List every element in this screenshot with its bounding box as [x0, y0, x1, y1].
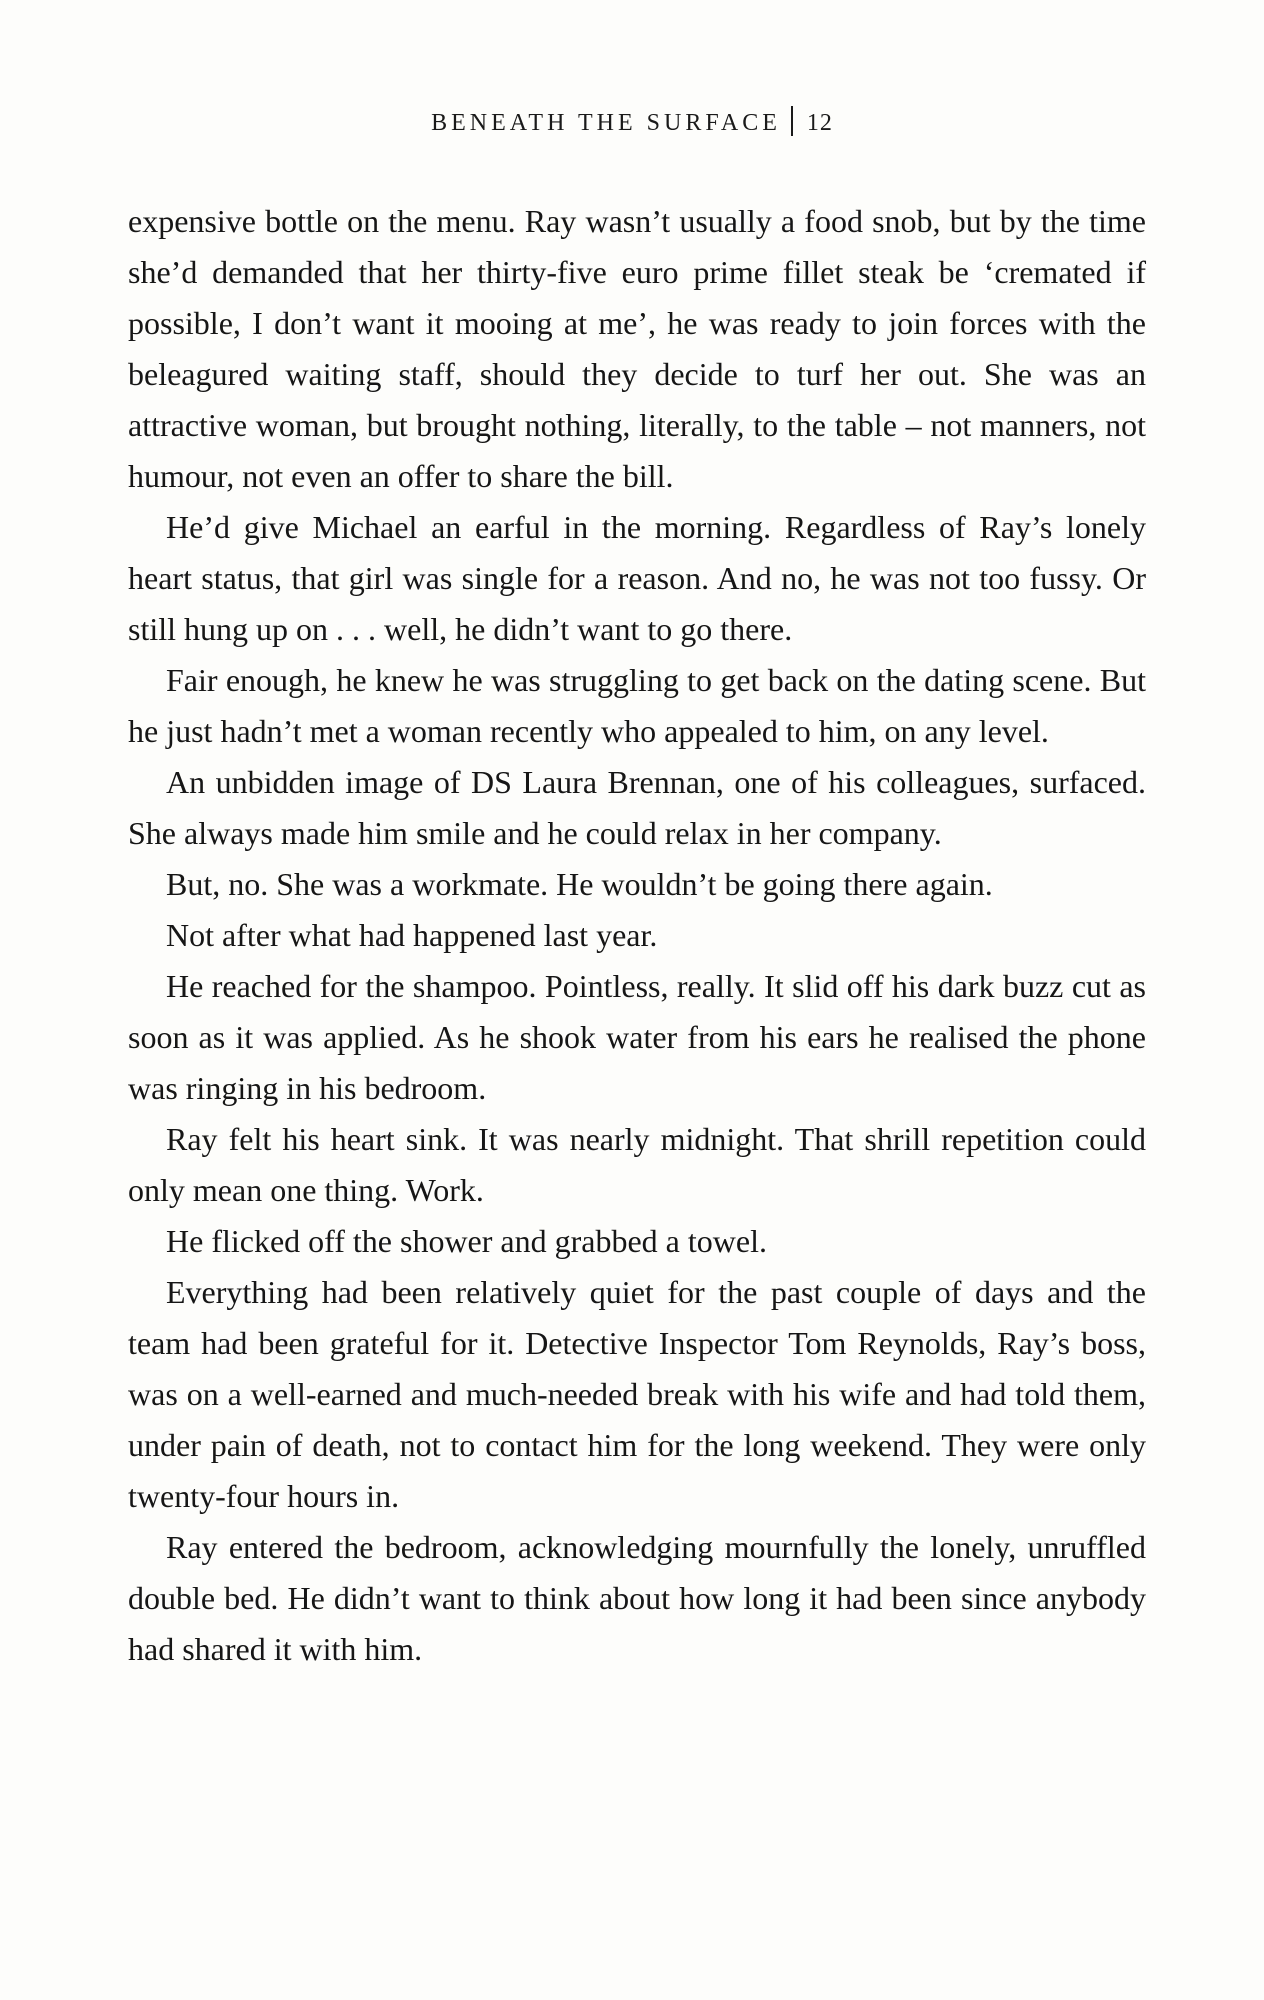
book-title: BENEATH THE SURFACE [431, 110, 781, 136]
paragraph-7: He reached for the shampoo. Pointless, really. It slid off his dark buzz cut as soon as it was applied. As he shook water from his ears he realised the phone was ringing in his bedroom. [128, 968, 1146, 1106]
header-separator [791, 106, 793, 136]
paragraph-8: Ray felt his heart sink. It was nearly midnight. That shrill repetition could only mean one thing. Work. [128, 1121, 1146, 1208]
paragraph-2: He’d give Michael an earful in the morning. Regardless of Ray’s lonely heart status, that girl was single for a reason. And no, he was not too fussy. Or still hung up on . . . well, he didn’t want to go there. [128, 509, 1146, 647]
paragraph-5: But, no. She was a workmate. He wouldn’t be going there again. [166, 866, 993, 902]
paragraph-4: An unbidden image of DS Laura Brennan, one of his colleagues, surfaced. She always made him smile and he could relax in her company. [128, 764, 1146, 851]
running-header [0, 106, 1264, 137]
page-number: 12 [806, 110, 833, 136]
paragraph-10: Everything had been relatively quiet for the past couple of days and the team had been grateful for it. Detective Inspector Tom Reynolds, Ray’s boss, was on a well-earned and much-needed break with his wife and had told them, under pain of death, not to contact him for the long weekend. They were only twenty-four hours in. [128, 1274, 1146, 1514]
body-text [128, 196, 1146, 1675]
paragraph-3: Fair enough, he knew he was struggling to get back on the dating scene. But he just hadn’t met a woman recently who appealed to him, on any level. [128, 662, 1146, 749]
paragraph-1: expensive bottle on the menu. Ray wasn’t usually a food snob, but by the time she’d demanded that her thirty-five euro prime fillet steak be ‘cremated if possible, I don’t want it mooing at me’, he was ready to join forces with the beleagured waiting staff, should they decide to turf her out. She was an attractive woman, but brought nothing, literally, to the table – not manners, not humour, not even an offer to share the bill. [128, 203, 1146, 494]
paragraph-11: Ray entered the bedroom, acknowledging mournfully the lonely, unruffled double bed. He didn’t want to think about how long it had been since anybody had shared it with him. [128, 1529, 1146, 1667]
paragraph-6: Not after what had happened last year. [166, 917, 658, 953]
paragraph-9: He flicked off the shower and grabbed a towel. [166, 1223, 767, 1259]
